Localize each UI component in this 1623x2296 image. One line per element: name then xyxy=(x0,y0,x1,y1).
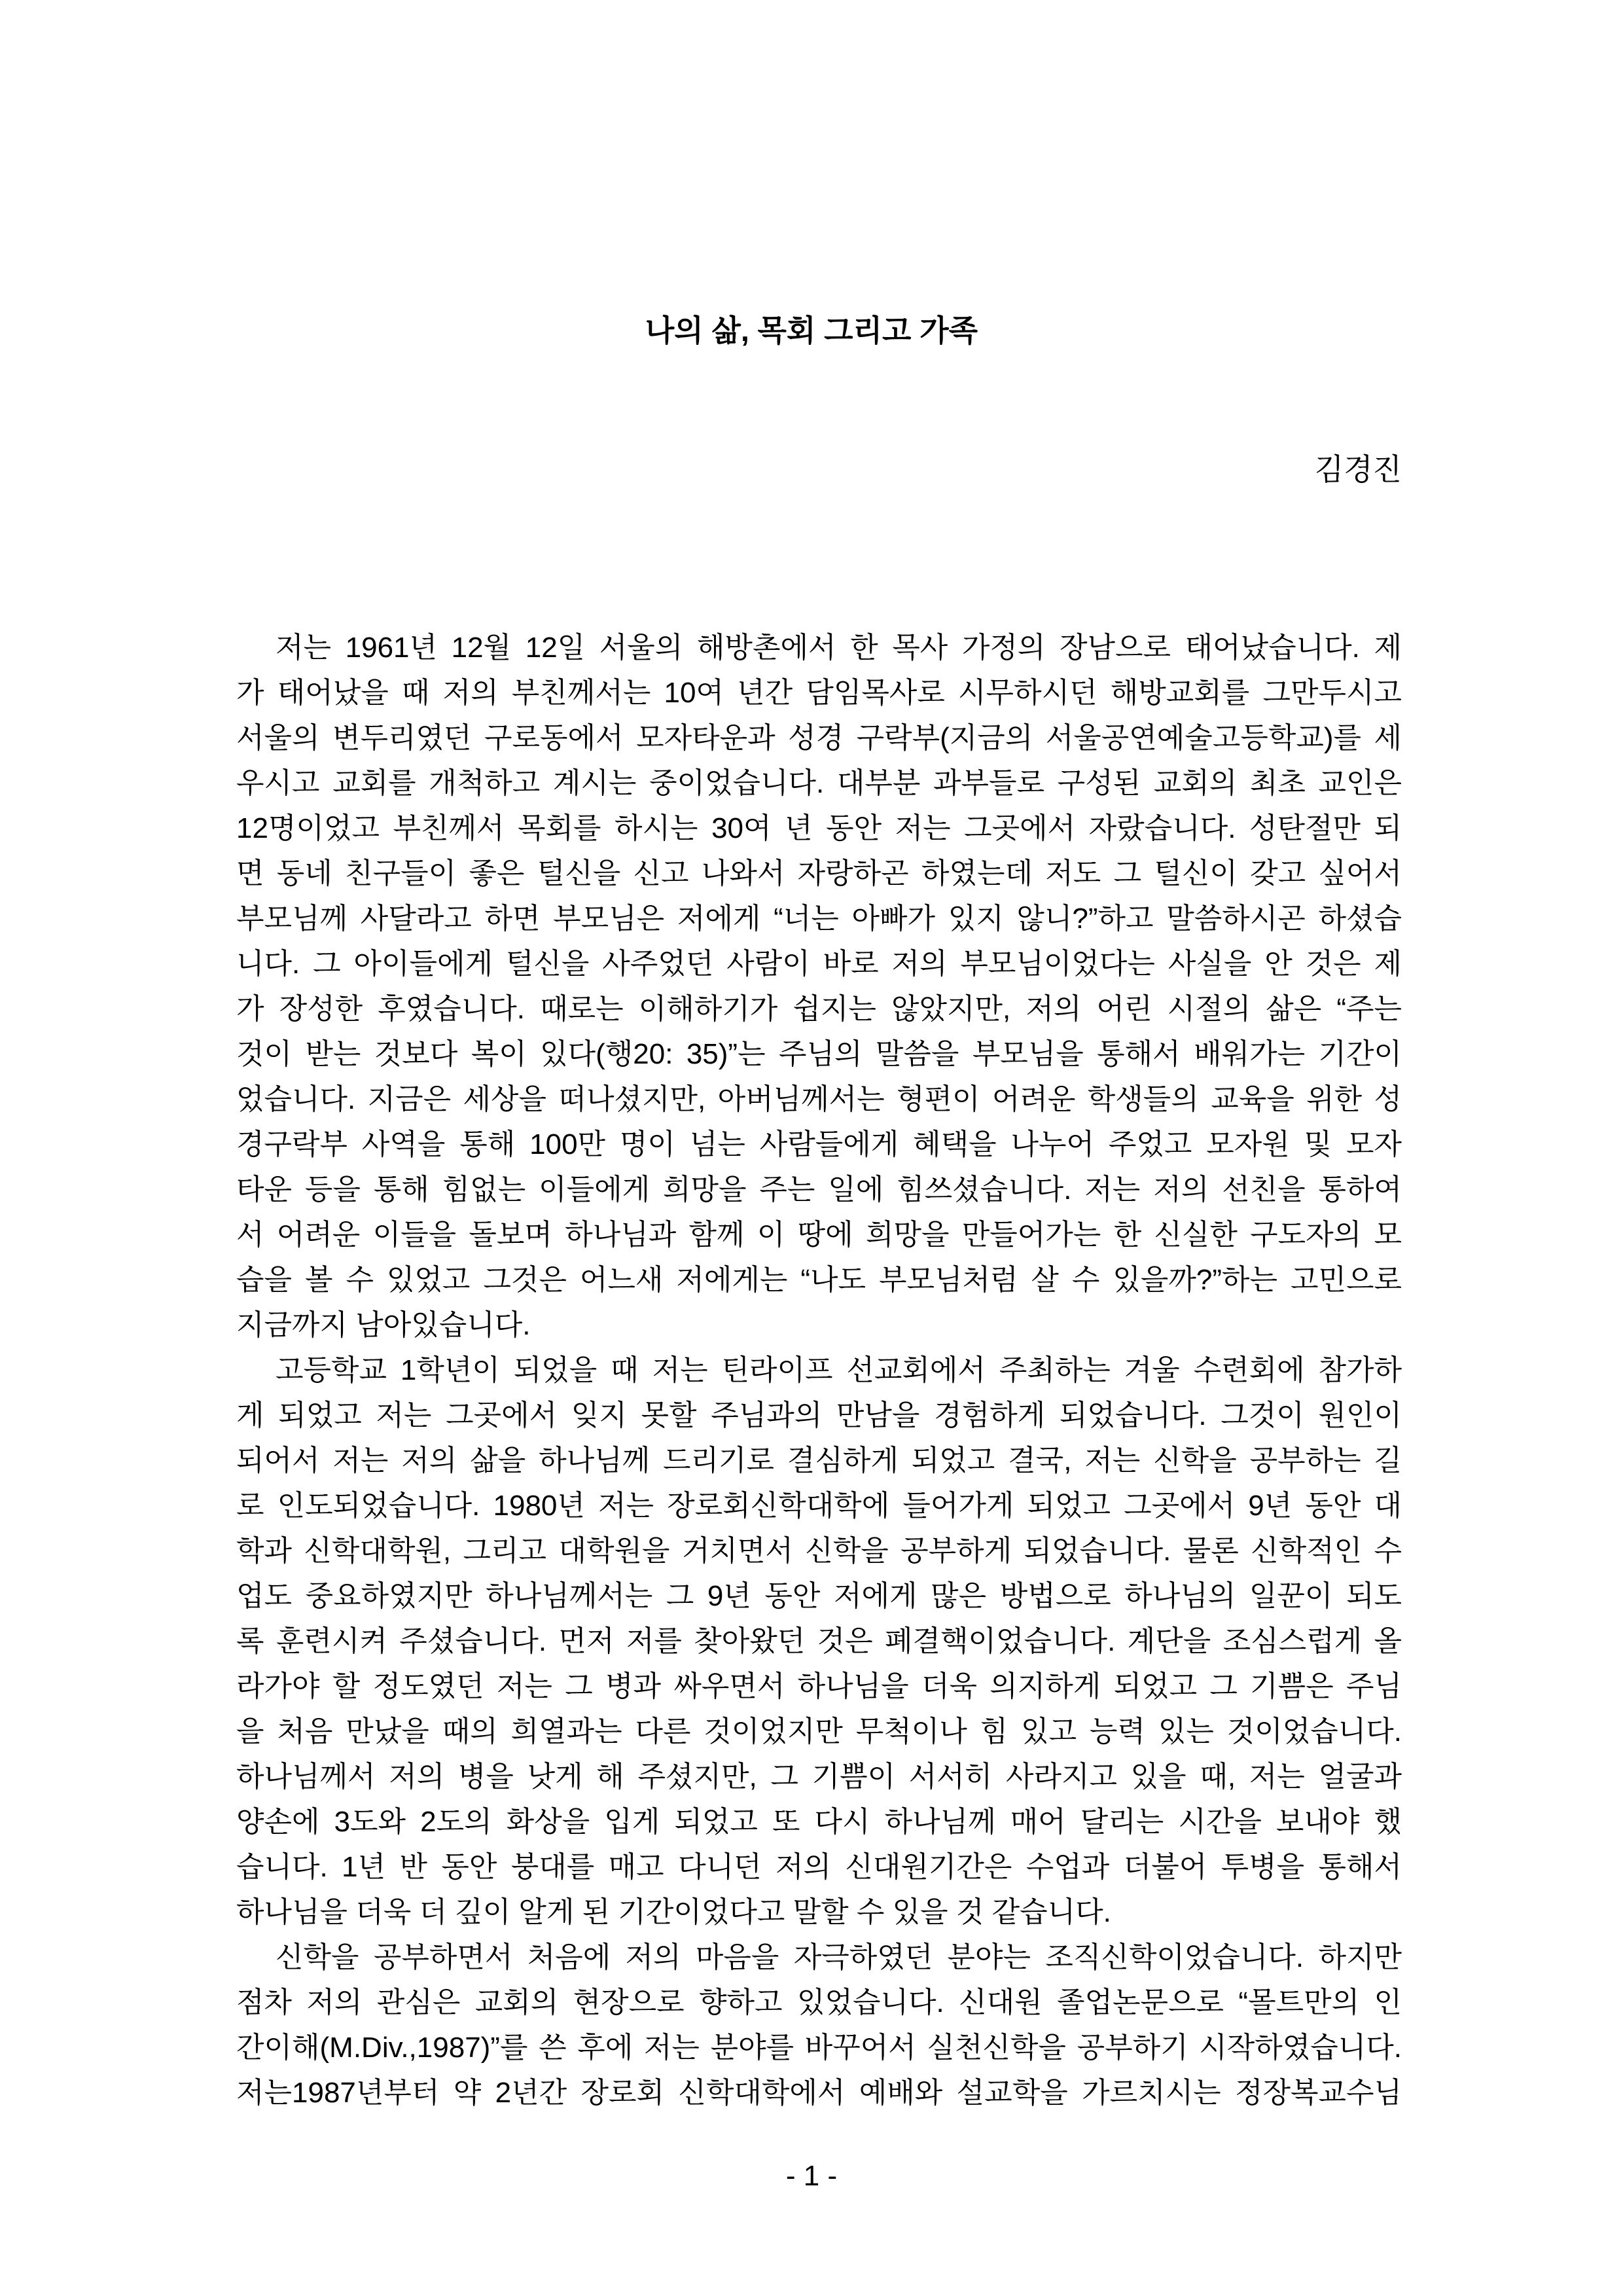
text-line: 서울의 변두리였던 구로동에서 모자타운과 성경 구락부(지금의 서울공연예술고등학교)를 세 xyxy=(236,722,1402,754)
text-line: 양손에 3도와 2도의 화상을 입게 되었고 또 다시 하나님께 매어 달리는 시간을 보내야 했 xyxy=(236,1806,1402,1838)
paragraph xyxy=(236,1935,1402,2115)
text-line: 되어서 저는 저의 삶을 하나님께 드리기로 결심하게 되었고 결국, 저는 신학을 공부하는 길 xyxy=(236,1444,1402,1477)
text-line: 부모님께 사달라고 하면 부모님은 저에게 “너는 아빠가 있지 않니?”하고 말씀하시곤 하셨습 xyxy=(236,903,1402,935)
text-line: 지금까지 남아있습니다. xyxy=(236,1309,531,1341)
text-line: 하나님께서 저의 병을 낫게 해 주셨지만, 그 기쁨이 서서히 사라지고 있을 때, 저는 얼굴과 xyxy=(236,1761,1402,1793)
text-line: 면 동네 친구들이 좋은 털신을 신고 나와서 자랑하곤 하였는데 저도 그 털신이 갖고 싶어서 xyxy=(236,857,1402,889)
text-line: 저는1987년부터 약 2년간 장로회 신학대학에서 예배와 설교학을 가르치시는 정장복교수님 xyxy=(236,2077,1402,2109)
author-name: 김경진 xyxy=(1314,452,1402,486)
document-title: 나의 삶, 목회 그리고 가족 xyxy=(645,314,978,348)
text-line: 었습니다. 지금은 세상을 떠나셨지만, 아버님께서는 형편이 어려운 학생들의 교육을 위한 성 xyxy=(236,1083,1402,1115)
text-line: 서 어려운 이들을 돌보며 하나님과 함께 이 땅에 희망을 만들어가는 한 신실한 구도자의 모 xyxy=(236,1219,1402,1251)
text-line: 저는 1961년 12월 12일 서울의 해방촌에서 한 목사 가정의 장남으로 태어났습니다. 제 xyxy=(276,632,1402,664)
paragraph xyxy=(236,625,1402,1348)
text-line: 학과 신학대학원, 그리고 대학원을 거치면서 신학을 공부하게 되었습니다. 물론 신학적인 수 xyxy=(236,1535,1402,1567)
text-line: 습을 볼 수 있었고 그것은 어느새 저에게는 “나도 부모님처럼 살 수 있을까?”하는 고민으로 xyxy=(236,1264,1402,1296)
text-line: 업도 중요하였지만 하나님께서는 그 9년 동안 저에게 많은 방법으로 하나님의 일꾼이 되도 xyxy=(236,1580,1402,1612)
text-line: 것이 받는 것보다 복이 있다(행20: 35)”는 주님의 말씀을 부모님을 통해서 배워가는 기간이 xyxy=(236,1038,1402,1070)
text-line: 경구락부 사역을 통해 100만 명이 넘는 사람들에게 혜택을 나누어 주었고 모자원 및 모자 xyxy=(236,1128,1402,1160)
text-line: 니다. 그 아이들에게 털신을 사주었던 사람이 바로 저의 부모님이었다는 사실을 안 것은 제 xyxy=(236,948,1402,980)
text-line: 가 태어났을 때 저의 부친께서는 10여 년간 담임목사로 시무하시던 해방교회를 그만두시고 xyxy=(236,677,1402,709)
text-line: 신학을 공부하면서 처음에 저의 마음을 자극하였던 분야는 조직신학이었습니다. 하지만 xyxy=(276,1941,1402,1973)
text-line: 가 장성한 후였습니다. 때로는 이해하기가 쉽지는 않았지만, 저의 어린 시절의 삶은 “주는 xyxy=(236,993,1402,1025)
text-line: 록 훈련시켜 주셨습니다. 먼저 저를 찾아왔던 것은 폐결핵이었습니다. 계단을 조심스럽게 올 xyxy=(236,1625,1402,1657)
text-line: 게 되었고 저는 그곳에서 잊지 못할 주님과의 만남을 경험하게 되었습니다. 그것이 원인이 xyxy=(236,1399,1402,1431)
text-line: 12명이었고 부친께서 목회를 하시는 30여 년 동안 저는 그곳에서 자랐습니다. 성탄절만 되 xyxy=(236,812,1402,844)
text-line: 우시고 교회를 개척하고 계시는 중이었습니다. 대부분 과부들로 구성된 교회의 최초 교인은 xyxy=(236,767,1402,799)
text-line: 하나님을 더욱 더 깊이 알게 된 기간이었다고 말할 수 있을 것 같습니다. xyxy=(236,1896,1111,1928)
text-line: 타운 등을 통해 힘없는 이들에게 희망을 주는 일에 힘쓰셨습니다. 저는 저의 선친을 통하여 xyxy=(236,1174,1402,1206)
paragraph xyxy=(236,1348,1402,1935)
text-line: 점차 저의 관심은 교회의 현장으로 향하고 있었습니다. 신대원 졸업논문으로 “몰트만의 인 xyxy=(236,1986,1402,2018)
document-body xyxy=(236,625,1402,2115)
text-line: 을 처음 만났을 때의 희열과는 다른 것이었지만 무척이나 힘 있고 능력 있는 것이었습니다. xyxy=(236,1715,1402,1748)
text-line: 로 인도되었습니다. 1980년 저는 장로회신학대학에 들어가게 되었고 그곳에서 9년 동안 대 xyxy=(236,1490,1402,1522)
text-line: 습니다. 1년 반 동안 붕대를 매고 다니던 저의 신대원기간은 수업과 더불어 투병을 통해서 xyxy=(236,1851,1402,1883)
text-line: 간이해(M.Div.,1987)”를 쓴 후에 저는 분야를 바꾸어서 실천신학을 공부하기 시작하였습니다. xyxy=(236,2032,1402,2064)
text-line: 라가야 할 정도였던 저는 그 병과 싸우면서 하나님을 더욱 의지하게 되었고 그 기쁨은 주님 xyxy=(236,1670,1402,1702)
page-number: - 1 - xyxy=(785,2160,838,2192)
text-line: 고등학교 1학년이 되었을 때 저는 틴라이프 선교회에서 주최하는 겨울 수련회에 참가하 xyxy=(276,1354,1402,1386)
